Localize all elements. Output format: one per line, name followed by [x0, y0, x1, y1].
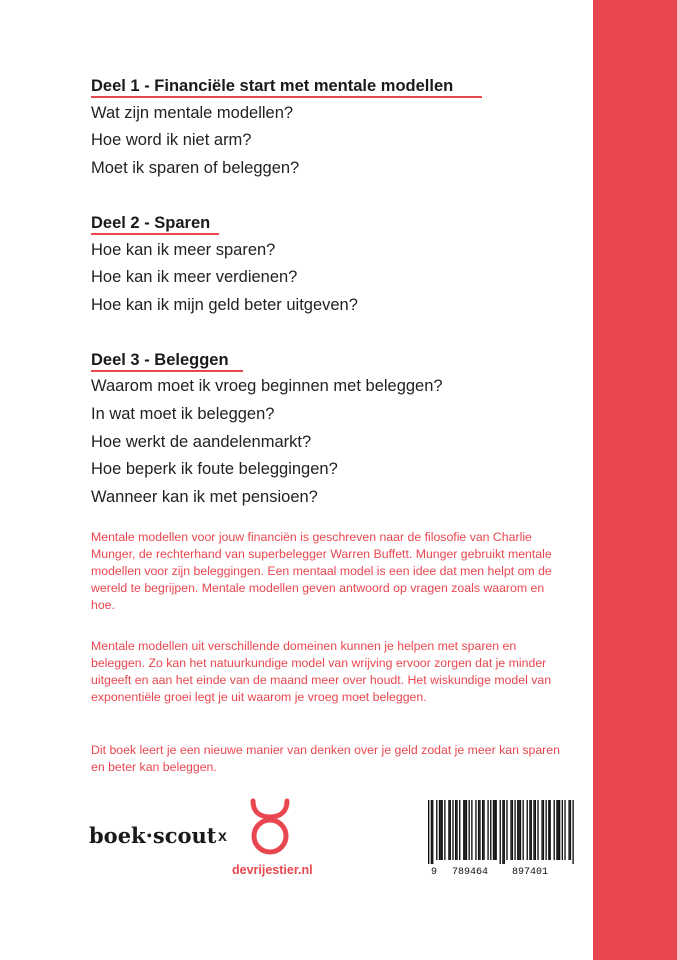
- blurb-paragraph-3: Dit boek leert je een nieuwe manier van denken over je geld zodat je meer kan sparen en beter kan beleggen.: [91, 743, 560, 775]
- barcode-bar: [428, 800, 429, 864]
- logo-separator: x: [218, 828, 227, 845]
- barcode-bar: [444, 800, 445, 860]
- question-item: Hoe werkt de aandelenmarkt?: [91, 433, 312, 451]
- barcode-bar: [506, 800, 507, 860]
- barcode-bar: [562, 800, 563, 860]
- barcode-bar: [520, 800, 521, 860]
- barcode-bar: [512, 800, 513, 860]
- barcode-bar: [558, 800, 559, 860]
- barcode-bar: [523, 800, 524, 860]
- barcode-bar: [545, 800, 546, 860]
- barcode-bar: [550, 800, 551, 860]
- barcode-bar: [517, 800, 518, 860]
- barcode-digits-group-1: 789464: [452, 867, 489, 878]
- barcode-bar: [572, 800, 573, 864]
- question-item: Waarom moet ik vroeg beginnen met beleggen?: [91, 377, 443, 395]
- section-title-underline-3: [91, 370, 243, 372]
- barcode-bar: [455, 800, 456, 860]
- question-item: Hoe kan ik mijn geld beter uitgeven?: [91, 296, 358, 314]
- barcode-bar: [442, 800, 443, 860]
- barcode-bar: [564, 800, 565, 860]
- barcode-bar: [496, 800, 497, 860]
- barcode-bar: [559, 800, 560, 860]
- barcode-bar: [459, 800, 460, 860]
- book-spine-stripe: [593, 0, 677, 960]
- barcode-bar: [432, 800, 433, 864]
- barcode-bar: [570, 800, 571, 860]
- question-item: Hoe beperk ik foute beleggingen?: [91, 460, 338, 478]
- question-item: Hoe word ik niet arm?: [91, 131, 252, 149]
- question-item: Wat zijn mentale modellen?: [91, 104, 294, 122]
- barcode-icon: [424, 800, 574, 864]
- barcode-bar: [478, 800, 479, 860]
- barcode-bar: [493, 800, 494, 860]
- barcode-bar: [471, 800, 472, 860]
- barcode-bar: [469, 800, 470, 860]
- barcode-bar: [527, 800, 528, 860]
- barcode-bar: [466, 800, 467, 860]
- taurus-symbol-icon: [247, 797, 293, 859]
- barcode-bar: [541, 800, 542, 860]
- question-item: In wat moet ik beleggen?: [91, 405, 275, 423]
- barcode-bar: [436, 800, 437, 860]
- barcode-bar: [487, 800, 488, 860]
- barcode-bar: [514, 800, 515, 860]
- barcode-bar: [431, 800, 432, 864]
- barcode-bar: [494, 800, 495, 860]
- barcode-bar: [500, 800, 501, 864]
- barcode-bar: [464, 800, 465, 860]
- barcode-bar: [439, 800, 440, 860]
- section-title-underline-2: [91, 233, 219, 235]
- question-item: Moet ik sparen of beleggen?: [91, 159, 300, 177]
- barcode-bar: [535, 800, 536, 860]
- barcode-bar: [479, 800, 480, 860]
- barcode-lead-digit: 9: [431, 867, 438, 878]
- section-title-3: Deel 3 - Beleggen: [91, 351, 229, 369]
- barcode-bar: [450, 800, 451, 860]
- barcode-bar: [452, 800, 453, 860]
- blurb-paragraph-1: Mentale modellen voor jouw financiën is geschreven naar de filosofie van Charlie Munger, de rechterhand van superbelegger Warren Buffett. Munger gebruikt mentale modellen voor zijn beleggingen. Een mentaal model is een idee dat men helpt om de wereld te begrijpen. Mentale modellen geven antwoord op vragen zoals waarom en hoe.: [91, 530, 552, 613]
- section-title-underline-1: [91, 96, 482, 98]
- barcode-bar: [556, 800, 557, 860]
- question-item: Hoe kan ik meer sparen?: [91, 241, 276, 259]
- barcode-bar: [548, 800, 549, 860]
- barcode-bar: [531, 800, 532, 860]
- boekscout-logo: boek·scout: [89, 823, 217, 848]
- barcode-bar: [554, 800, 555, 860]
- barcode-bar: [533, 800, 534, 860]
- barcode-bar: [463, 800, 464, 860]
- barcode-bar: [502, 800, 503, 864]
- barcode-bar: [510, 800, 511, 860]
- barcode-bar: [529, 800, 530, 860]
- barcode-digits-group-2: 897401: [512, 867, 549, 878]
- barcode-bar: [543, 800, 544, 860]
- barcode-bar: [440, 800, 441, 860]
- section-title-2: Deel 2 - Sparen: [91, 214, 211, 232]
- barcode-bar: [475, 800, 476, 860]
- barcode-bar: [568, 800, 569, 860]
- section-title-1: Deel 1 - Financiële start met mentale modellen: [91, 77, 454, 95]
- barcode-bar: [490, 800, 491, 860]
- blurb-paragraph-2: Mentale modellen uit verschillende domeinen kunnen je helpen met sparen en beleggen. Zo kan het natuurkundige model van wrijving ervoor zorgen dat je minder uitgeeft en aan het einde van de maand meer over houdt. Het wiskundige model van exponentiële groei legt je uit waarom je vroeg moet beleggen.: [91, 639, 552, 705]
- barcode-bar: [456, 800, 457, 860]
- barcode-bar: [448, 800, 449, 860]
- barcode-bar: [518, 800, 519, 860]
- barcode-bar: [537, 800, 538, 860]
- barcode-bar: [483, 800, 484, 860]
- devrijestier-label: devrijestier.nl: [232, 863, 313, 877]
- barcode-bar: [504, 800, 505, 864]
- question-item: Hoe kan ik meer verdienen?: [91, 268, 298, 286]
- barcode-bar: [482, 800, 483, 860]
- question-item: Wanneer kan ik met pensioen?: [91, 488, 318, 506]
